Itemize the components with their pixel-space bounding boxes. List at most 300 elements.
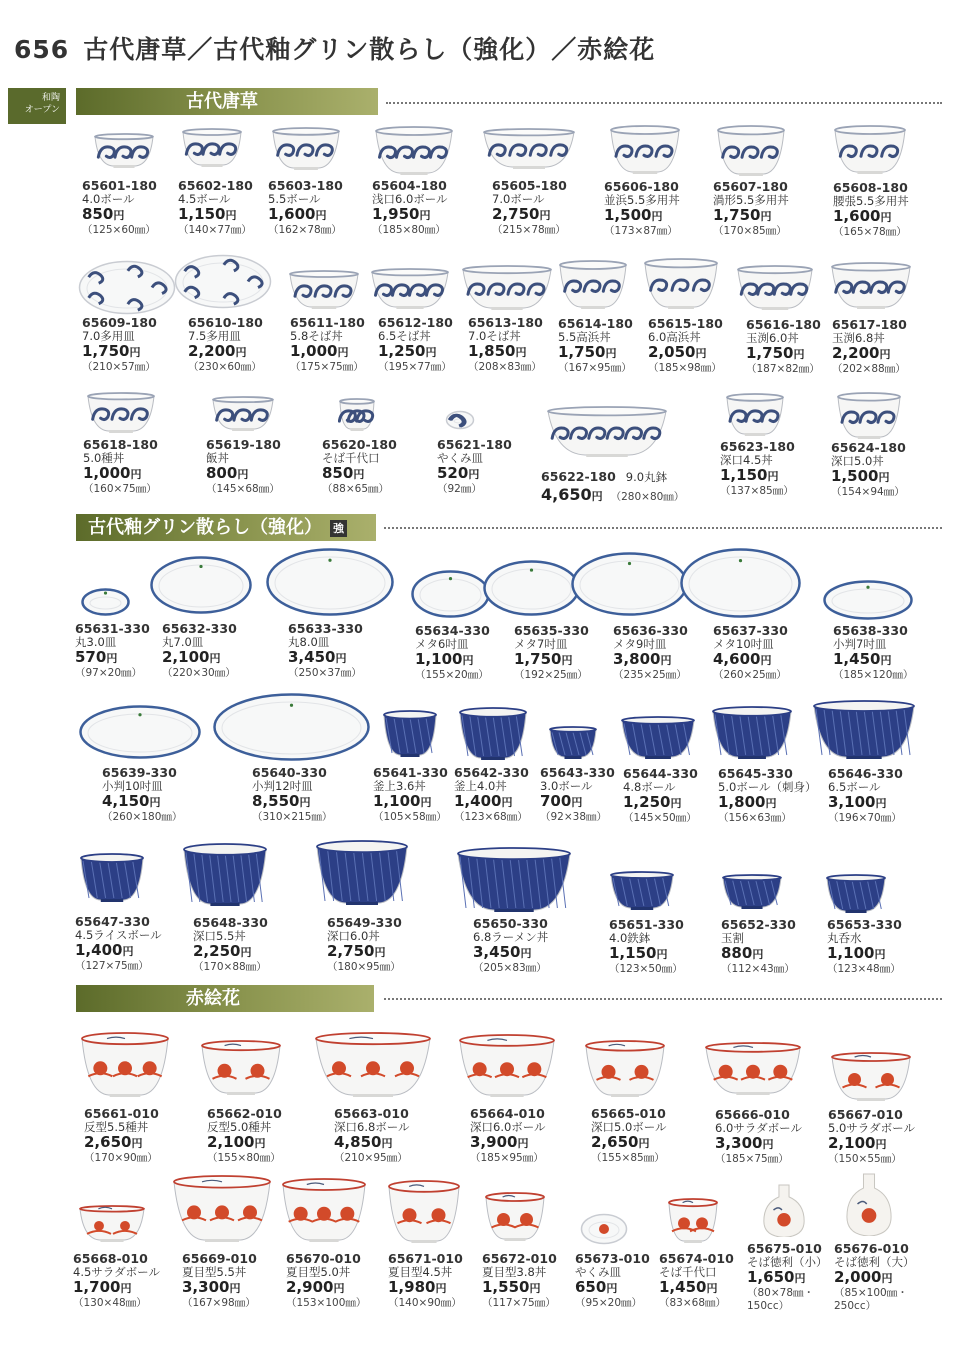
product-photo-65666-010 [704, 1042, 802, 1096]
product-name: 深口6.0丼 [327, 929, 380, 943]
product-size: （140×90㎜） [388, 1297, 462, 1309]
product-code: 65606-180 [604, 179, 679, 194]
product-price [193, 943, 315, 961]
price-unit: 円 [571, 796, 583, 809]
price-value: 2,100 [828, 1134, 876, 1152]
product-photo-65605-180 [482, 128, 576, 170]
price-value: 1,750 [713, 206, 761, 224]
price-value: 2,200 [188, 342, 236, 360]
price-unit: 円 [381, 1137, 393, 1150]
section-header-akae-hana [76, 985, 374, 1012]
product-item [75, 915, 197, 973]
section-header-kodai-karakusa [76, 88, 378, 115]
price-value: 1,750 [558, 343, 606, 361]
price-unit: 円 [130, 468, 142, 481]
price-unit: 円 [762, 1138, 774, 1151]
section-title: 古代釉グリン散らし（強化） [88, 517, 322, 538]
product-price [720, 467, 842, 485]
price-value: 1,750 [746, 344, 794, 362]
price-value: 2,900 [286, 1278, 334, 1296]
product-size: （230×60㎜） [188, 361, 262, 373]
product-photo-65644-330 [620, 716, 696, 760]
product-price [609, 945, 731, 963]
price-unit: 円 [237, 468, 249, 481]
product-size: （165×78㎜） [833, 226, 907, 238]
product-photo-65653-330 [825, 874, 887, 914]
product-name: 並浜5.5多用丼 [604, 193, 680, 207]
price-value: 650 [575, 1278, 607, 1296]
product-name: 4.0ボール [82, 192, 135, 206]
product-name: 6.0高浜丼 [648, 330, 701, 344]
price-value: 850 [82, 205, 114, 223]
product-photo-65669-010 [172, 1175, 272, 1243]
product-name: 6.5そば丼 [378, 329, 431, 343]
product-item [828, 1108, 950, 1166]
price-value: 3,450 [288, 648, 336, 666]
price-value: 1,000 [290, 342, 338, 360]
price-unit: 円 [656, 948, 668, 961]
product-size: （125×60㎜） [82, 224, 156, 236]
product-size: （145×68㎜） [206, 483, 280, 495]
product-photo-65634-330 [411, 570, 490, 618]
product-name: 深口5.0丼 [831, 454, 884, 468]
price-unit: 円 [794, 1272, 806, 1285]
product-code: 65667-010 [828, 1107, 903, 1122]
product-size: （185×80㎜） [372, 224, 446, 236]
price-value: 2,650 [84, 1133, 132, 1151]
page-title [14, 30, 655, 66]
product-name: やくみ皿 [575, 1265, 621, 1279]
price-unit: 円 [209, 652, 221, 665]
product-photo-65601-180 [93, 133, 155, 169]
product-name: 渦形5.5多用丼 [713, 193, 789, 207]
price-value: 1,100 [415, 650, 463, 668]
product-size: （140×77㎜） [178, 224, 252, 236]
price-value: 2,000 [834, 1268, 882, 1286]
price-unit: 円 [235, 346, 247, 359]
product-code: 65643-330 [540, 765, 615, 780]
product-size: （95×20㎜） [575, 1297, 643, 1309]
product-price [604, 207, 726, 225]
price-value: 2,750 [327, 942, 375, 960]
product-name: 夏目型4.5丼 [388, 1265, 453, 1279]
product-size: （145×50㎜） [623, 812, 697, 824]
product-price [833, 651, 955, 669]
product-price [541, 486, 603, 505]
product-item [252, 766, 374, 824]
product-code: 65633-330 [288, 621, 363, 636]
price-unit: 円 [765, 797, 777, 810]
product-price [828, 1135, 950, 1153]
product-size: （127×75㎜） [75, 960, 149, 972]
product-code: 65635-330 [514, 623, 589, 638]
product-photo-65604-180 [374, 126, 454, 176]
product-price [718, 794, 840, 812]
product-photo-65661-010 [80, 1032, 170, 1098]
product-size: （156×63㎜） [718, 812, 792, 824]
product-item [492, 179, 614, 237]
price-value: 700 [540, 792, 572, 810]
price-unit: 円 [420, 796, 432, 809]
category-tab-line1: 和陶 [41, 93, 60, 103]
product-photo-65622-180 [546, 406, 668, 458]
product-photo-65672-010 [484, 1192, 546, 1242]
product-photo-65618-180 [86, 392, 156, 434]
price-unit: 円 [880, 211, 892, 224]
product-price [102, 793, 224, 811]
product-photo-65645-330 [711, 706, 793, 760]
product-size: （185×75㎜） [715, 1153, 789, 1165]
price-unit: 円 [120, 1282, 132, 1295]
category-tab-line2: オープン [24, 105, 60, 115]
product-photo-65636-330 [571, 552, 688, 616]
product-size: （80×78㎜・ [747, 1287, 815, 1299]
product-code: 65673-010 [575, 1251, 650, 1266]
product-photo-65670-010 [281, 1178, 367, 1243]
price-unit: 円 [760, 654, 772, 667]
product-item [713, 180, 835, 238]
product-name: 5.0ボール（刺身） [718, 780, 817, 794]
product-size: （92㎜） [437, 483, 482, 495]
product-photo-65602-180 [181, 128, 243, 168]
product-name: 浅口6.0ボール [372, 192, 448, 206]
price-unit: 円 [695, 347, 707, 360]
product-code: 65617-180 [832, 317, 907, 332]
product-photo-65614-180 [558, 260, 628, 310]
product-code: 65641-330 [373, 765, 448, 780]
price-value: 850 [322, 464, 354, 482]
product-size: （155×20㎜） [415, 669, 489, 681]
product-item [541, 466, 721, 505]
product-photo-65609-180 [78, 260, 176, 315]
product-photo-65607-180 [716, 125, 786, 177]
product-item [718, 767, 840, 825]
product-name: 飯丼 [206, 451, 229, 465]
price-unit: 円 [875, 1138, 887, 1151]
price-unit: 円 [435, 1282, 447, 1295]
product-size: （154×94㎜） [831, 486, 905, 498]
price-unit: 円 [335, 652, 347, 665]
product-item [288, 622, 410, 680]
price-value: 4,650 [541, 485, 592, 504]
product-size: （180×95㎜） [327, 961, 401, 973]
product-item [604, 180, 726, 238]
product-code: 65639-330 [102, 765, 177, 780]
product-size: （310×215㎜） [252, 811, 333, 823]
product-code: 65671-010 [388, 1251, 463, 1266]
price-unit: 円 [706, 1282, 718, 1295]
price-unit: 円 [517, 1137, 529, 1150]
price-unit: 円 [760, 210, 772, 223]
product-size: （153×100㎜） [286, 1297, 367, 1309]
product-code: 65675-010 [747, 1241, 822, 1256]
product-name: 6.5ボール [828, 780, 881, 794]
product-item [720, 440, 842, 498]
product-photo-65619-180 [211, 396, 275, 432]
section-divider [384, 527, 942, 529]
price-value: 2,650 [591, 1133, 639, 1151]
product-photo-65673-010 [580, 1213, 628, 1245]
product-photo-65674-010 [667, 1198, 719, 1244]
product-size: （220×30㎜） [162, 667, 236, 679]
product-size: （260×25㎜） [713, 669, 787, 681]
product-code: 65618-180 [83, 437, 158, 452]
product-price [827, 945, 949, 963]
product-price [834, 1269, 956, 1287]
product-photo-65641-330 [382, 710, 438, 758]
product-code: 65608-180 [833, 180, 908, 195]
product-size: （83×68㎜） [659, 1297, 727, 1309]
product-photo-65642-330 [458, 707, 528, 761]
product-price [715, 1135, 837, 1153]
product-price [831, 468, 953, 486]
product-size: （185×98㎜） [648, 362, 722, 374]
price-unit: 円 [468, 468, 480, 481]
price-unit: 円 [529, 1282, 541, 1295]
product-item [162, 622, 284, 680]
product-size: （123×50㎜） [609, 963, 683, 975]
product-item [207, 1107, 329, 1165]
product-size: （117×75㎜） [482, 1297, 556, 1309]
price-unit: 円 [879, 348, 891, 361]
product-code: 65624-180 [831, 440, 906, 455]
price-value: 4,150 [102, 792, 150, 810]
price-value: 3,300 [715, 1134, 763, 1152]
product-name: そば千代口 [322, 451, 380, 465]
product-code: 65616-180 [746, 317, 821, 332]
product-price [470, 1134, 592, 1152]
product-size: （250×37㎜） [288, 667, 362, 679]
product-price [713, 651, 835, 669]
price-unit: 円 [539, 209, 551, 222]
product-photo-65615-180 [643, 258, 719, 310]
price-unit: 円 [767, 470, 779, 483]
price-value: 1,100 [373, 792, 421, 810]
price-unit: 円 [520, 947, 532, 960]
product-code: 65623-180 [720, 439, 795, 454]
product-code: 65670-010 [286, 1251, 361, 1266]
product-name: 深口6.8ボール [334, 1120, 410, 1134]
price-unit: 円 [122, 945, 134, 958]
product-item [713, 624, 835, 682]
product-photo-65633-330 [266, 548, 394, 616]
product-price [327, 943, 449, 961]
product-size: （167×98㎜） [182, 1297, 256, 1309]
price-value: 1,450 [659, 1278, 707, 1296]
price-unit: 円 [462, 654, 474, 667]
product-name: メタ7吋皿 [514, 637, 568, 651]
price-value: 520 [437, 464, 469, 482]
price-value: 1,500 [831, 467, 879, 485]
product-code: 65622-180 [541, 469, 616, 484]
product-photo-65612-180 [370, 268, 450, 310]
product-name: 7.5多用皿 [188, 329, 241, 343]
price-value: 1,150 [720, 466, 768, 484]
price-unit: 円 [670, 797, 682, 810]
product-photo-65610-180 [174, 254, 272, 309]
product-price [832, 345, 954, 363]
product-item [715, 1108, 837, 1166]
product-code: 65634-330 [415, 623, 490, 638]
product-item [609, 918, 731, 976]
product-code: 65648-330 [193, 915, 268, 930]
product-name: 6.0サラダボール [715, 1121, 802, 1135]
product-name: 丸7.0皿 [162, 635, 204, 649]
price-value: 2,050 [648, 343, 696, 361]
product-size: （280×80㎜） [610, 491, 685, 503]
product-item [470, 1107, 592, 1165]
product-name: 深口4.5丼 [720, 453, 773, 467]
price-unit: 円 [106, 652, 118, 665]
product-size: （85×100㎜・ [834, 1287, 908, 1299]
product-price [84, 1134, 206, 1152]
product-name: 7.0ボール [492, 192, 545, 206]
product-item [372, 179, 494, 237]
product-item [834, 1242, 956, 1313]
price-unit: 円 [880, 654, 892, 667]
product-photo-65652-330 [721, 874, 783, 910]
product-photo-65664-010 [458, 1034, 556, 1098]
product-size: （175×75㎜） [290, 361, 364, 373]
product-photo-65620-180 [338, 398, 376, 432]
price-value: 1,600 [833, 207, 881, 225]
product-item [82, 316, 204, 374]
product-name: 4.5サラダボール [73, 1265, 160, 1279]
product-price [334, 1134, 456, 1152]
price-unit: 円 [875, 797, 887, 810]
product-code: 65668-010 [73, 1251, 148, 1266]
price-value: 1,250 [378, 342, 426, 360]
product-item [833, 181, 955, 239]
product-name: 玉渕6.0丼 [746, 331, 799, 345]
price-unit: 円 [660, 654, 672, 667]
product-name: そば徳利（大） [834, 1255, 915, 1269]
price-unit: 円 [515, 346, 527, 359]
product-code: 65604-180 [372, 178, 447, 193]
price-value: 1,750 [514, 650, 562, 668]
product-price [372, 206, 494, 224]
product-code: 65615-180 [648, 316, 723, 331]
product-name: 夏目型3.8丼 [482, 1265, 547, 1279]
product-code: 65663-010 [334, 1106, 409, 1121]
product-code: 65619-180 [206, 437, 281, 452]
price-value: 2,200 [832, 344, 880, 362]
product-photo-65676-010 [846, 1172, 892, 1236]
product-name: 6.8ラーメン丼 [473, 930, 549, 944]
product-photo-65623-180 [725, 393, 785, 437]
product-price [252, 793, 374, 811]
product-photo-65637-330 [680, 548, 801, 618]
product-name: 丸8.0皿 [288, 635, 330, 649]
product-size: （123×48㎜） [827, 963, 901, 975]
price-unit: 円 [333, 1282, 345, 1295]
product-item [73, 1252, 195, 1310]
product-name: メタ10吋皿 [713, 637, 774, 651]
price-value: 4,600 [713, 650, 761, 668]
price-unit: 円 [793, 348, 805, 361]
product-name: 深口5.5丼 [193, 929, 246, 943]
product-price [75, 942, 197, 960]
price-value: 1,550 [482, 1278, 530, 1296]
product-code: 65647-330 [75, 914, 150, 929]
product-size: （112×43㎜） [721, 963, 795, 975]
product-size: （155×80㎜） [207, 1152, 281, 1164]
product-name: 夏目型5.0丼 [286, 1265, 351, 1279]
product-code: 65644-330 [623, 766, 698, 781]
product-name: 7.0多用皿 [82, 329, 135, 343]
product-size: （208×83㎜） [468, 361, 542, 373]
product-photo-65616-180 [736, 265, 814, 311]
product-size: （196×70㎜） [828, 812, 902, 824]
product-price [207, 1134, 329, 1152]
product-name: 反型5.0種丼 [207, 1120, 272, 1134]
product-item [322, 438, 444, 496]
product-price [322, 465, 444, 483]
product-photo-65671-010 [387, 1180, 461, 1244]
price-unit: 円 [129, 346, 141, 359]
product-name: 丸呑水 [827, 931, 862, 945]
price-unit: 円 [315, 209, 327, 222]
price-value: 2,250 [193, 942, 241, 960]
product-photo-65663-010 [314, 1032, 432, 1098]
price-unit: 円 [254, 1137, 266, 1150]
product-name: 夏目型5.5丼 [182, 1265, 247, 1279]
product-photo-65639-330 [79, 705, 201, 759]
price-value: 800 [206, 464, 238, 482]
price-unit: 円 [419, 209, 431, 222]
price-unit: 円 [561, 654, 573, 667]
product-name: 5.5高浜丼 [558, 330, 611, 344]
product-price [473, 944, 595, 962]
price-value: 1,950 [372, 205, 420, 223]
product-photo-65643-330 [548, 726, 598, 760]
product-code: 65672-010 [482, 1251, 557, 1266]
product-name: 4.5ライスボール [75, 928, 162, 942]
product-code: 65632-330 [162, 621, 237, 636]
product-name: そば徳利（小） [747, 1255, 828, 1269]
price-value: 1,850 [468, 342, 516, 360]
product-size: （210×57㎜） [82, 361, 156, 373]
product-size: （202×88㎜） [832, 363, 906, 375]
product-photo-65675-010 [763, 1183, 805, 1237]
product-code: 65650-330 [473, 916, 548, 931]
product-photo-65638-330 [823, 580, 913, 620]
product-price [713, 207, 835, 225]
product-code: 65665-010 [591, 1106, 666, 1121]
product-item [721, 918, 843, 976]
product-name: やくみ皿 [437, 451, 483, 465]
price-value: 1,100 [827, 944, 875, 962]
product-photo-65608-180 [833, 125, 907, 175]
price-value: 2,100 [162, 648, 210, 666]
price-value: 1,400 [75, 941, 123, 959]
product-name: 釜上4.0丼 [454, 779, 507, 793]
product-code: 65649-330 [327, 915, 402, 930]
product-name: 5.8そば丼 [290, 329, 343, 343]
price-unit: 円 [240, 946, 252, 959]
category-tab [8, 88, 66, 124]
price-unit: 円 [605, 347, 617, 360]
product-code: 65620-180 [322, 437, 397, 452]
price-value: 880 [721, 944, 753, 962]
product-code: 65674-010 [659, 1251, 734, 1266]
price-unit: 円 [651, 210, 663, 223]
product-photo-65667-010 [830, 1052, 912, 1102]
product-price [721, 945, 843, 963]
product-code: 65676-010 [834, 1241, 909, 1256]
product-item [334, 1107, 456, 1165]
product-size: （210×95㎜） [334, 1152, 408, 1164]
